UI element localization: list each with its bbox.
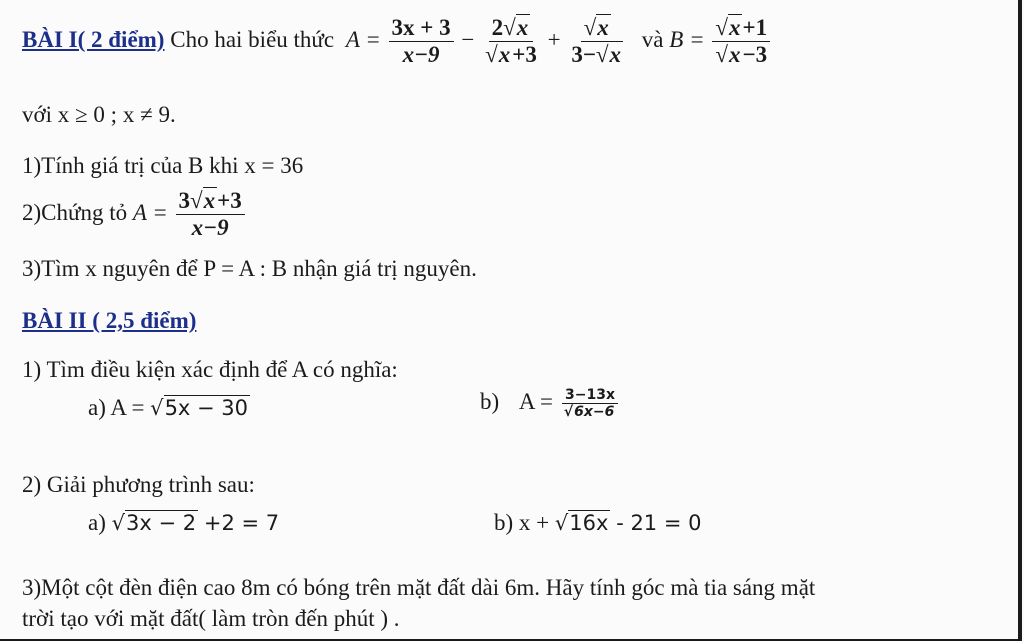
radicand: x xyxy=(498,42,511,68)
problem-2-question-3-line-1: 3)Một cột đèn điện cao 8m có bóng trên mặt đất dài 6m. Hãy tính góc mà tia sáng mặt xyxy=(22,575,816,600)
q2b-label: b) x + xyxy=(494,510,550,535)
B-fraction xyxy=(712,15,770,69)
problem-2-title xyxy=(22,308,196,334)
problem-2-question-3-line-2: trời tạo với mặt đất( làm tròn đến phút ) . xyxy=(22,606,400,631)
q2a-label: a) xyxy=(88,510,106,535)
radicand: x xyxy=(728,42,741,68)
problem-2-question-2b: b) x + √16x - 21 = 0 xyxy=(494,510,702,535)
problem-1-title: BÀI I( 2 điểm) xyxy=(22,27,165,53)
num-rest: +1 xyxy=(742,15,768,40)
problem-2-question-1: 1) Tìm điều kiện xác định để A có nghĩa: xyxy=(22,357,398,382)
q2b-rest: - 21 = 0 xyxy=(616,511,702,535)
q2a-radicand: 3x − 2 xyxy=(126,511,197,535)
and-word: và xyxy=(641,27,664,53)
expr-B-label: B = xyxy=(669,27,705,53)
question-2-A-label: A = xyxy=(132,200,168,226)
q1b-numerator: 3−13x xyxy=(562,387,618,404)
A-fraction-1 xyxy=(389,15,454,69)
den-pre: 3− xyxy=(571,42,596,68)
problem-2-question-1b xyxy=(480,387,621,420)
coef: 3 xyxy=(178,188,191,213)
q2b-radicand: 16x xyxy=(569,511,609,535)
problem-2-question-2: 2) Giải phương trình sau: xyxy=(22,472,255,497)
den-rest: +3 xyxy=(512,42,537,68)
problem-1-question-2 xyxy=(22,188,247,242)
problem-2-question-2a: a) √3x − 2 +2 = 7 xyxy=(88,510,280,535)
q1b-denominator: √6x−6 xyxy=(563,404,615,421)
problem-2-title-text: BÀI II ( 2,5 điểm) xyxy=(22,308,197,333)
B-fraction-numerator: √x+1 xyxy=(712,15,770,42)
expr-A-label: A = xyxy=(345,27,381,53)
A-fraction-1-numerator: 3x + 3 xyxy=(389,15,454,42)
q1b-label: b) xyxy=(480,388,500,414)
q1a-label: a) A = xyxy=(88,395,145,420)
A-fraction-1-denominator: x−9 xyxy=(402,42,440,68)
radicand: x xyxy=(597,15,609,40)
question-2-numerator: 3√x+3 xyxy=(176,188,245,215)
q1b-A-label: A = xyxy=(518,388,553,414)
problem-1-question-3: 3)Tìm x nguyên để P = A : B nhận giá trị nguyên. xyxy=(22,256,477,281)
problem-2-question-1a: a) A = √5x − 30 xyxy=(88,395,249,420)
A-fraction-2 xyxy=(482,15,540,69)
q2a-rest: +2 = 7 xyxy=(203,511,280,535)
question-2-fraction xyxy=(176,188,245,242)
problem-1-question-1: 1)Tính giá trị của B khi x = 36 xyxy=(22,153,304,178)
question-2-text: 2)Chứng tỏ xyxy=(22,200,128,226)
coef: 2 xyxy=(491,15,504,40)
problem-1-header-line xyxy=(22,15,772,69)
radicand: x xyxy=(203,188,216,213)
problem-1-intro: Cho hai biểu thức xyxy=(170,27,335,53)
q1b-radicand: 6x−6 xyxy=(574,404,615,421)
A-fraction-3 xyxy=(568,15,626,69)
condition-line: với x ≥ 0 ; x ≠ 9. xyxy=(22,102,176,127)
radicand: x xyxy=(516,15,529,40)
A-fraction-3-numerator: √x xyxy=(581,15,614,42)
q1a-radicand: 5x − 30 xyxy=(164,396,249,420)
radicand: x xyxy=(609,42,622,68)
minus-sign: − xyxy=(461,27,475,53)
question-2-denominator: x−9 xyxy=(191,215,229,241)
den-rest: −3 xyxy=(742,42,768,68)
A-fraction-2-denominator: √x+3 xyxy=(485,42,537,68)
A-fraction-2-numerator: 2√x xyxy=(489,15,534,42)
radicand: x xyxy=(728,15,741,40)
B-fraction-denominator: √x−3 xyxy=(715,42,768,68)
A-fraction-3-denominator: 3−√x xyxy=(571,42,622,68)
num-rest: +3 xyxy=(217,188,242,213)
q1b-fraction xyxy=(561,387,620,420)
plus-sign: + xyxy=(547,27,561,53)
